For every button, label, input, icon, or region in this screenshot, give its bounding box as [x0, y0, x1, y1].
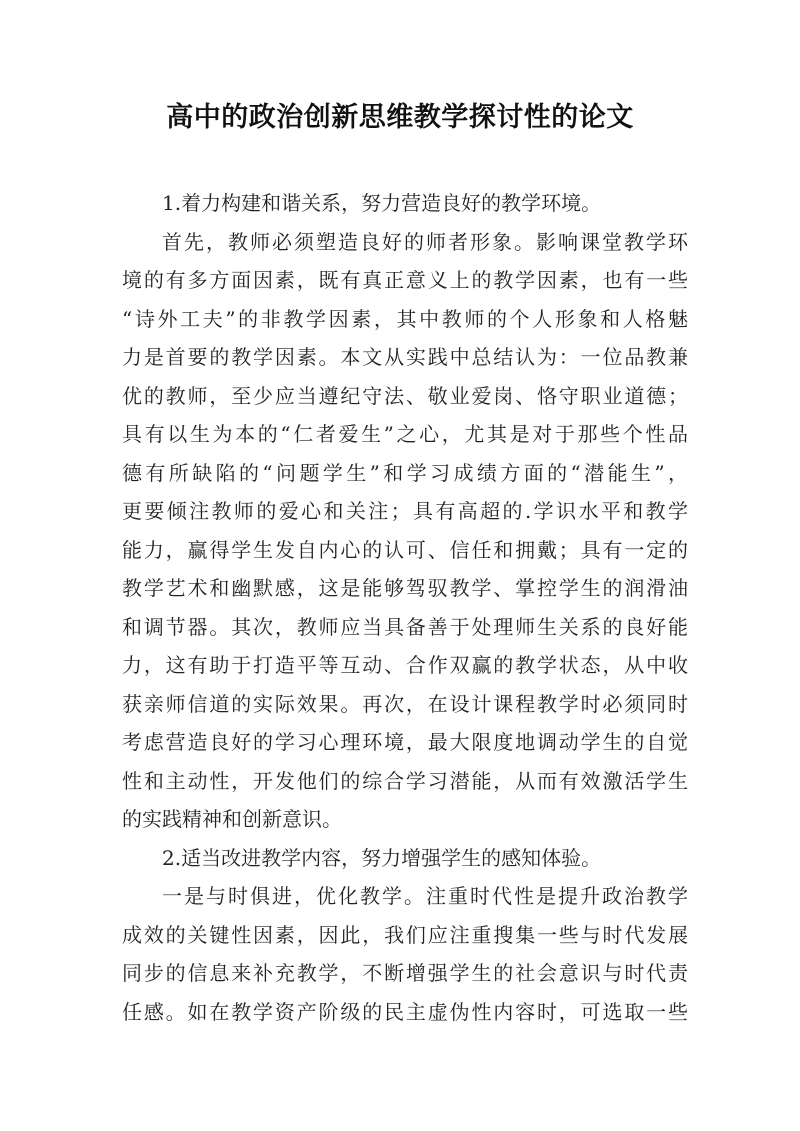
body-line: 能力，赢得学生发自内心的认可、信任和拥戴；具有一定的	[122, 537, 688, 562]
document-body	[122, 184, 688, 1031]
body-line: 优的教师，至少应当遵纪守法、敬业爱岗、恪守职业道德；	[122, 383, 688, 408]
page-title: 高中的政治创新思维教学探讨性的论文	[166, 102, 634, 133]
body-line: 获亲师信道的实际效果。再次，在设计课程教学时必须同时	[122, 691, 688, 716]
body-line: 1.着力构建和谐关系，努力营造良好的教学环境。	[162, 191, 602, 215]
body-line: 具有以生为本的“仁者爱生”之心，尤其是对于那些个性品	[122, 422, 688, 446]
body-line: 的实践精神和创新意识。	[122, 807, 342, 831]
body-line: 一是与时俱进，优化教学。注重时代性是提升政治教学	[162, 884, 688, 908]
body-line: 力是首要的教学因素。本文从实践中总结认为：一位品教兼	[122, 345, 688, 369]
body-line: 德有所缺陷的“问题学生”和学习成绩方面的“潜能生”，	[122, 460, 688, 485]
body-line: 任感。如在教学资产阶级的民主虚伪性内容时，可选取一些	[122, 999, 688, 1024]
body-line: 和调节器。其次，教师应当具备善于处理师生关系的良好能	[122, 614, 688, 639]
body-line: 力，这有助于打造平等互动、合作双赢的教学状态，从中收	[122, 653, 688, 677]
body-line: “诗外工夫”的非教学因素，其中教师的个人形象和人格魅	[122, 306, 688, 331]
body-line: 性和主动性，开发他们的综合学习潜能，从而有效激活学生	[122, 768, 688, 793]
body-line: 成效的关键性因素，因此，我们应注重搜集一些与时代发展	[122, 922, 688, 947]
body-line: 考虑营造良好的学习心理环境，最大限度地调动学生的自觉	[122, 730, 688, 754]
body-line: 境的有多方面因素，既有真正意义上的教学因素，也有一些	[122, 268, 688, 292]
body-line: 教学艺术和幽默感，这是能够驾驭教学、掌控学生的润滑油	[122, 576, 688, 600]
body-line: 2.适当改进教学内容，努力增强学生的感知体验。	[162, 845, 602, 870]
body-line: 首先，教师必须塑造良好的师者形象。影响课堂教学环	[162, 229, 688, 254]
body-line: 更要倾注教师的爱心和关注；具有高超的.学识水平和教学	[122, 499, 688, 523]
body-line: 同步的信息来补充教学，不断增强学生的社会意识与时代责	[122, 961, 688, 985]
